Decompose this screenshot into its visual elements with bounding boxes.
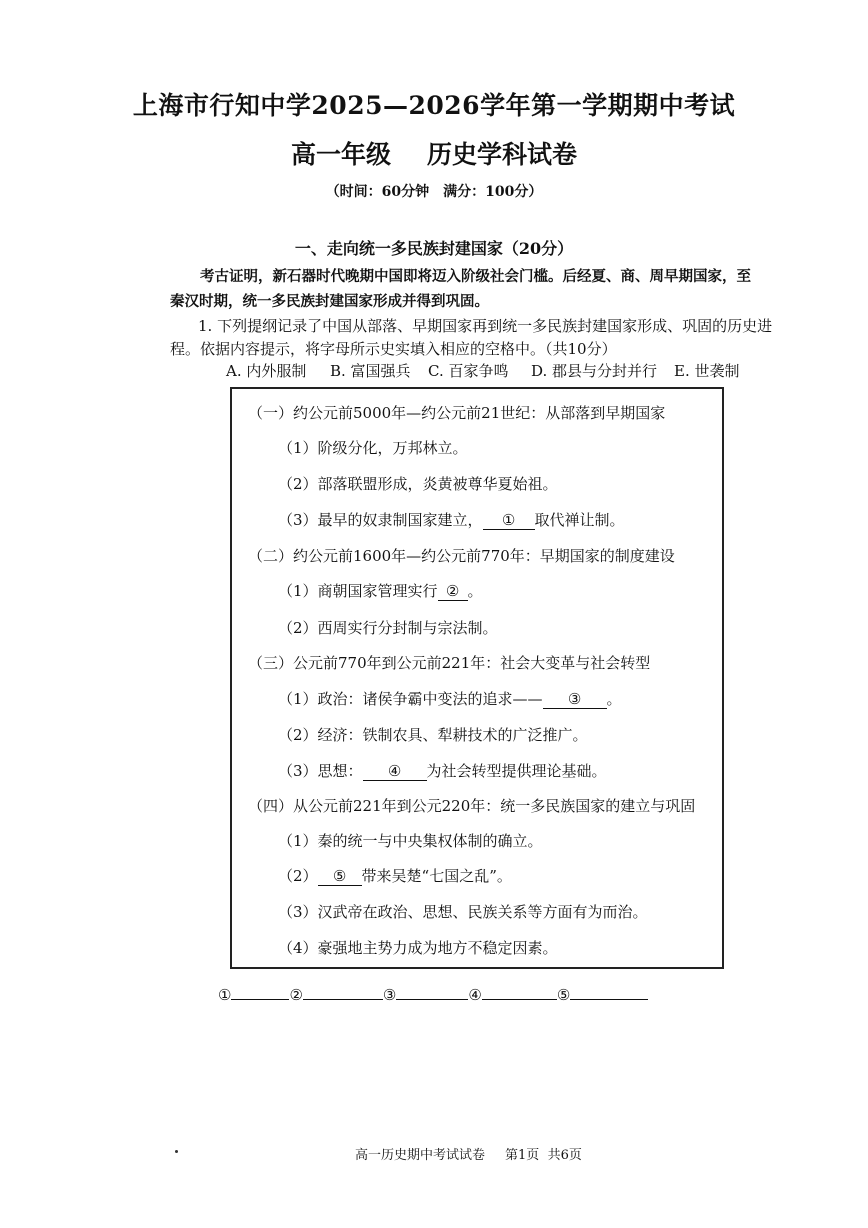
question-1-line-2: 程。依据内容提示，将字母所示史实填入相应的空格中。（共10分） bbox=[170, 340, 617, 358]
footer-total: 共6页 bbox=[547, 1148, 582, 1163]
period-3-heading: （三）公元前770年到公元前221年：社会大变革与社会转型 bbox=[248, 654, 651, 672]
section-heading: 一、走向统一多民族封建国家（20分） bbox=[294, 239, 574, 258]
period-2-heading: （二）约公元前1600年—约公元前770年：早期国家的制度建设 bbox=[248, 547, 675, 565]
period-3-item-3: （3）思想： ④ 为社会转型提供理论基础。 bbox=[278, 762, 607, 780]
answer-line-4[interactable] bbox=[482, 985, 557, 1000]
period-1-heading: （一）约公元前5000年—约公元前21世纪：从部落到早期国家 bbox=[248, 404, 666, 422]
answer-label-3: ③ bbox=[382, 986, 397, 1004]
period-4-item-2: （2） ⑤ 带来吴楚“七国之乱”。 bbox=[278, 867, 512, 885]
options-row bbox=[226, 360, 740, 381]
intro-line-1: 考古证明，新石器时代晚期中国即将迈入阶级社会门槛。后经夏、商、周早期国家，至 bbox=[200, 268, 751, 285]
period-3-item-2: （2）经济：铁制农具、犁耕技术的广泛推广。 bbox=[278, 726, 588, 744]
period-1-item-1: （1）阶级分化，万邦林立。 bbox=[278, 439, 468, 457]
scan-speck bbox=[175, 1150, 178, 1153]
page-footer bbox=[355, 1144, 582, 1163]
blank-1[interactable]: ① bbox=[483, 512, 535, 530]
blank-2[interactable]: ② bbox=[438, 583, 468, 601]
blank-3[interactable]: ③ bbox=[543, 691, 607, 709]
answer-row bbox=[218, 985, 648, 1004]
grade-label: 高一年级 bbox=[290, 140, 391, 169]
answer-line-3[interactable] bbox=[396, 985, 468, 1000]
period-4-item-4: （4）豪强地主势力成为地方不稳定因素。 bbox=[278, 939, 558, 957]
subject-label: 历史学科试卷 bbox=[427, 140, 578, 169]
period-3-item-1: （1）政治：诸侯争霸中变法的追求—— ③ 。 bbox=[278, 690, 622, 708]
period-1-item-2: （2）部落联盟形成，炎黄被尊华夏始祖。 bbox=[278, 475, 558, 493]
answer-label-5: ⑤ bbox=[556, 986, 571, 1004]
option-e: E. 世袭制 bbox=[674, 362, 740, 380]
answer-label-2: ② bbox=[289, 986, 303, 1004]
period-4-heading: （四）从公元前221年到公元220年：统一多民族国家的建立与巩固 bbox=[248, 797, 696, 815]
answer-label-4: ④ bbox=[468, 986, 482, 1004]
answer-line-5[interactable] bbox=[570, 985, 648, 1000]
period-1-item-3: （3）最早的奴隶制国家建立， ① 取代禅让制。 bbox=[278, 511, 625, 529]
blank-5[interactable]: ⑤ bbox=[318, 868, 362, 886]
exam-subtitle bbox=[0, 135, 868, 171]
blank-4[interactable]: ④ bbox=[363, 763, 427, 781]
intro-line-2: 秦汉时期，统一多民族封建国家形成并得到巩固。 bbox=[170, 293, 489, 310]
option-d: D. 郡县与分封并行 bbox=[531, 362, 658, 380]
footer-page: 第1页 bbox=[505, 1148, 540, 1163]
option-c: C. 百家争鸣 bbox=[428, 362, 509, 380]
answer-line-2[interactable] bbox=[303, 985, 383, 1000]
period-2-item-2: （2）西周实行分封制与宗法制。 bbox=[278, 619, 498, 637]
footer-doc-name: 高一历史期中考试试卷 bbox=[355, 1148, 486, 1163]
option-a: A. 内外服制 bbox=[226, 362, 307, 380]
period-4-item-1: （1）秦的统一与中央集权体制的确立。 bbox=[278, 832, 543, 850]
exam-info: （时间：60分钟 满分：100分） bbox=[325, 184, 543, 200]
answer-line-1[interactable] bbox=[231, 985, 289, 1000]
exam-title: 上海市行知中学2025—2026学年第一学期期中考试 bbox=[132, 91, 736, 120]
period-4-item-3: （3）汉武帝在政治、思想、民族关系等方面有为而治。 bbox=[278, 903, 648, 921]
answer-label-1: ① bbox=[218, 986, 232, 1004]
option-b: B. 富国强兵 bbox=[330, 362, 411, 380]
period-2-item-1: （1）商朝国家管理实行 ② 。 bbox=[278, 582, 483, 600]
question-1-line-1: 1. 下列提纲记录了中国从部落、早期国家再到统一多民族封建国家形成、巩固的历史进 bbox=[198, 317, 773, 335]
